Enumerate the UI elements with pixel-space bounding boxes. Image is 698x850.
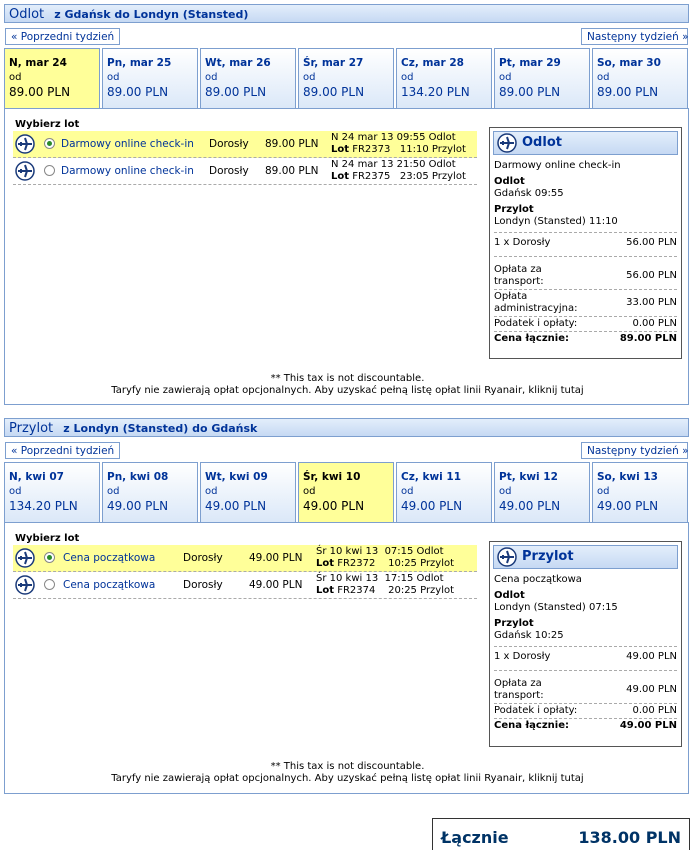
tab-day: N, mar 24: [9, 57, 67, 69]
inbound-tab-0[interactable]: [4, 462, 100, 522]
flight-dep: 21:50 Odlot: [396, 159, 456, 170]
summary-transport-value: 49.00 PLN: [626, 684, 677, 695]
summary-tax-row: [494, 704, 677, 719]
inbound-tab-2[interactable]: [200, 462, 296, 522]
inbound-date-tabs: [4, 462, 689, 522]
summary-transport-label: Opłata za transport:: [494, 264, 544, 287]
inbound-tab-3[interactable]: [298, 462, 394, 522]
outbound-fees-link[interactable]: Taryfy nie zawierają opłat opcjonalnych. Aby uzyskać pełną listę opłat linii Ryanair, kliknij tutaj: [111, 385, 584, 396]
summary-tax-label: Podatek i opłaty:: [494, 705, 578, 716]
summary-total-row: [494, 332, 677, 346]
summary-tax-row: [494, 317, 677, 332]
flight-number: FR2375: [352, 171, 391, 182]
tab-price: 49.00 PLN: [597, 499, 659, 513]
plane-icon: [15, 575, 35, 595]
flight-radio[interactable]: [44, 579, 55, 590]
flight-pax: Dorosły: [183, 552, 223, 564]
tab-from: od: [401, 72, 414, 83]
inbound-tab-6[interactable]: [592, 462, 688, 522]
summary-fare: Darmowy online check-in: [494, 160, 621, 171]
summary-dep-value: Gdańsk 09:55: [494, 188, 564, 199]
flight-fare: Darmowy online check-in: [61, 138, 194, 150]
outbound-tab-1[interactable]: [102, 48, 198, 108]
outbound-flight-row-0[interactable]: [13, 131, 477, 158]
inbound-flight-row-1[interactable]: [13, 572, 477, 599]
outbound-date-tabs: [4, 48, 689, 108]
summary-admin-label: Opłata administracyjna:: [494, 291, 578, 314]
outbound-flights-panel: [4, 108, 689, 405]
grand-total-label: Łącznie: [441, 828, 509, 847]
tab-price: 89.00 PLN: [9, 85, 71, 99]
inbound-choose-label: Wybierz lot: [15, 533, 80, 544]
tab-from: od: [597, 486, 610, 497]
flight-price: 49.00 PLN: [249, 552, 303, 564]
outbound-tab-6[interactable]: [592, 48, 688, 108]
flight-info: [331, 132, 466, 156]
flight-radio[interactable]: [44, 138, 55, 149]
inbound-section: [4, 418, 689, 437]
plane-icon: [15, 548, 35, 568]
summary-total-label: Cena łącznie:: [494, 333, 570, 344]
outbound-summary-box: [489, 127, 682, 359]
flight-number: FR2373: [352, 144, 391, 155]
flight-number: FR2372: [337, 558, 376, 569]
summary-dep-label: Odlot: [494, 176, 525, 187]
tab-price: 49.00 PLN: [107, 499, 169, 513]
tab-price: 89.00 PLN: [499, 85, 561, 99]
flight-arr: 23:05 Przylot: [399, 171, 466, 182]
tab-price: 134.20 PLN: [9, 499, 78, 513]
flight-pax: Dorosły: [183, 579, 223, 591]
outbound-prev-week-button[interactable]: « Poprzedni tydzień: [5, 28, 120, 45]
inbound-fees-link[interactable]: Taryfy nie zawierają opłat opcjonalnych. Aby uzyskać pełną listę opłat linii Ryanair, kliknij tutaj: [111, 773, 584, 784]
flight-radio[interactable]: [44, 552, 55, 563]
plane-icon: [497, 547, 517, 567]
flight-date: N 24 mar 13: [331, 159, 394, 170]
summary-dep-value: Londyn (Stansted) 07:15: [494, 602, 618, 613]
summary-arr-value: Gdańsk 10:25: [494, 630, 677, 647]
flight-fare: Cena początkowa: [63, 579, 156, 591]
summary-header: [493, 131, 678, 155]
inbound-summary-box: [489, 541, 682, 747]
tab-from: od: [107, 72, 120, 83]
summary-pax-price: 49.00 PLN: [626, 651, 677, 662]
tab-from: od: [9, 486, 22, 497]
flight-arr: 11:10 Przylot: [399, 144, 466, 155]
inbound-tax-note: ** This tax is not discountable.: [270, 761, 425, 772]
summary-total-value: 49.00 PLN: [619, 720, 677, 731]
flight-price: 89.00 PLN: [265, 138, 319, 150]
summary-title: Przylot: [522, 549, 574, 564]
summary-total-label: Cena łącznie:: [494, 720, 570, 731]
flight-dep: 09:55 Odlot: [396, 132, 456, 143]
tab-day: Pn, kwi 08: [107, 471, 169, 483]
inbound-header: [4, 418, 689, 437]
flight-lot-label: Lot: [331, 144, 350, 155]
flight-info: [316, 546, 454, 570]
tab-day: Śr, kwi 10: [303, 471, 361, 483]
flight-date: N 24 mar 13: [331, 132, 394, 143]
outbound-tab-4[interactable]: [396, 48, 492, 108]
summary-transport-row: [494, 677, 677, 704]
grand-total-box: [432, 818, 690, 850]
outbound-title: Odlot: [9, 7, 45, 22]
tab-from: od: [597, 72, 610, 83]
outbound-section: [4, 4, 689, 23]
flight-dep: 17:15 Odlot: [384, 573, 444, 584]
tab-day: Pt, mar 29: [499, 57, 561, 69]
tab-day: Pt, kwi 12: [499, 471, 558, 483]
tab-from: od: [303, 72, 316, 83]
tab-from: od: [499, 486, 512, 497]
flight-arr: 20:25 Przylot: [388, 585, 455, 596]
summary-title: Odlot: [522, 135, 562, 150]
outbound-choose-label: Wybierz lot: [15, 119, 80, 130]
tab-from: od: [205, 72, 218, 83]
flight-lot-label: Lot: [316, 585, 335, 596]
tab-day: Wt, mar 26: [205, 57, 271, 69]
tab-price: 134.20 PLN: [401, 85, 470, 99]
tab-from: od: [9, 72, 22, 83]
summary-pax-row: [494, 650, 677, 671]
summary-dep-label: Odlot: [494, 590, 525, 601]
summary-total-row: [494, 719, 677, 733]
tab-from: od: [205, 486, 218, 497]
inbound-tab-5[interactable]: [494, 462, 590, 522]
tab-day: So, kwi 13: [597, 471, 658, 483]
inbound-next-week-button[interactable]: Następny tydzień »: [581, 442, 688, 459]
summary-admin-value: 33.00 PLN: [626, 297, 677, 308]
flight-arr: 10:25 Przylot: [388, 558, 455, 569]
outbound-tab-0[interactable]: [4, 48, 100, 108]
tab-price: 89.00 PLN: [107, 85, 169, 99]
tab-price: 49.00 PLN: [205, 499, 267, 513]
tab-day: So, mar 30: [597, 57, 661, 69]
tab-price: 49.00 PLN: [401, 499, 463, 513]
inbound-route: z Londyn (Stansted) do Gdańsk: [63, 422, 258, 435]
flight-date: Śr 10 kwi 13: [316, 546, 379, 557]
summary-transport-value: 56.00 PLN: [626, 270, 677, 281]
inbound-tab-4[interactable]: [396, 462, 492, 522]
outbound-header: [4, 4, 689, 23]
summary-total-value: 89.00 PLN: [619, 333, 677, 344]
tab-from: od: [303, 486, 316, 497]
outbound-flight-row-1[interactable]: [13, 158, 477, 185]
summary-arr-value: Londyn (Stansted) 11:10: [494, 216, 677, 233]
summary-pax-row: [494, 236, 677, 257]
tab-day: Wt, kwi 09: [205, 471, 268, 483]
summary-pax: 1 x Dorosły: [494, 651, 551, 662]
tab-price: 89.00 PLN: [303, 85, 365, 99]
summary-arr-label: Przylot: [494, 618, 534, 629]
inbound-prev-week-button[interactable]: « Poprzedni tydzień: [5, 442, 120, 459]
tab-price: 49.00 PLN: [499, 499, 561, 513]
flight-fare: Darmowy online check-in: [61, 165, 194, 177]
summary-pax-price: 56.00 PLN: [626, 237, 677, 248]
flight-dep: 07:15 Odlot: [384, 546, 444, 557]
tab-day: Cz, kwi 11: [401, 471, 462, 483]
tab-price: 89.00 PLN: [205, 85, 267, 99]
inbound-tab-1[interactable]: [102, 462, 198, 522]
tab-price: 49.00 PLN: [303, 499, 365, 513]
flight-fare: Cena początkowa: [63, 552, 156, 564]
flight-date: Śr 10 kwi 13: [316, 573, 379, 584]
inbound-title: Przylot: [9, 421, 54, 436]
flight-price: 49.00 PLN: [249, 579, 303, 591]
flight-pax: Dorosły: [209, 165, 249, 177]
tab-day: Cz, mar 28: [401, 57, 464, 69]
tab-from: od: [401, 486, 414, 497]
summary-admin-row: [494, 290, 677, 317]
tab-day: N, kwi 07: [9, 471, 64, 483]
summary-tax-value: 0.00 PLN: [632, 705, 677, 716]
inbound-flight-row-0[interactable]: [13, 545, 477, 572]
flight-lot-label: Lot: [316, 558, 335, 569]
tab-price: 89.00 PLN: [597, 85, 659, 99]
outbound-next-week-button[interactable]: Następny tydzień »: [581, 28, 688, 45]
summary-fare: Cena początkowa: [494, 574, 582, 585]
summary-tax-label: Podatek i opłaty:: [494, 318, 578, 329]
flight-number: FR2374: [337, 585, 376, 596]
tab-from: od: [499, 72, 512, 83]
plane-icon: [497, 133, 517, 153]
flight-info: [331, 159, 466, 183]
summary-pax: 1 x Dorosły: [494, 237, 551, 248]
inbound-flights-panel: [4, 522, 689, 794]
outbound-tax-note: ** This tax is not discountable.: [270, 373, 425, 384]
flight-radio[interactable]: [44, 165, 55, 176]
grand-total-value: 138.00 PLN: [578, 828, 681, 847]
outbound-tab-5[interactable]: [494, 48, 590, 108]
flight-info: [316, 573, 454, 597]
outbound-tab-2[interactable]: [200, 48, 296, 108]
flight-pax: Dorosły: [209, 138, 249, 150]
tab-from: od: [107, 486, 120, 497]
plane-icon: [15, 134, 35, 154]
summary-header: [493, 545, 678, 569]
tab-day: Śr, mar 27: [303, 57, 364, 69]
outbound-route: z Gdańsk do Londyn (Stansted): [54, 8, 249, 21]
plane-icon: [15, 161, 35, 181]
summary-tax-value: 0.00 PLN: [632, 318, 677, 329]
tab-day: Pn, mar 25: [107, 57, 172, 69]
summary-transport-label: Opłata za transport:: [494, 678, 544, 701]
outbound-tab-3[interactable]: [298, 48, 394, 108]
flight-price: 89.00 PLN: [265, 165, 319, 177]
flight-lot-label: Lot: [331, 171, 350, 182]
summary-arr-label: Przylot: [494, 204, 534, 215]
summary-transport-row: [494, 263, 677, 290]
